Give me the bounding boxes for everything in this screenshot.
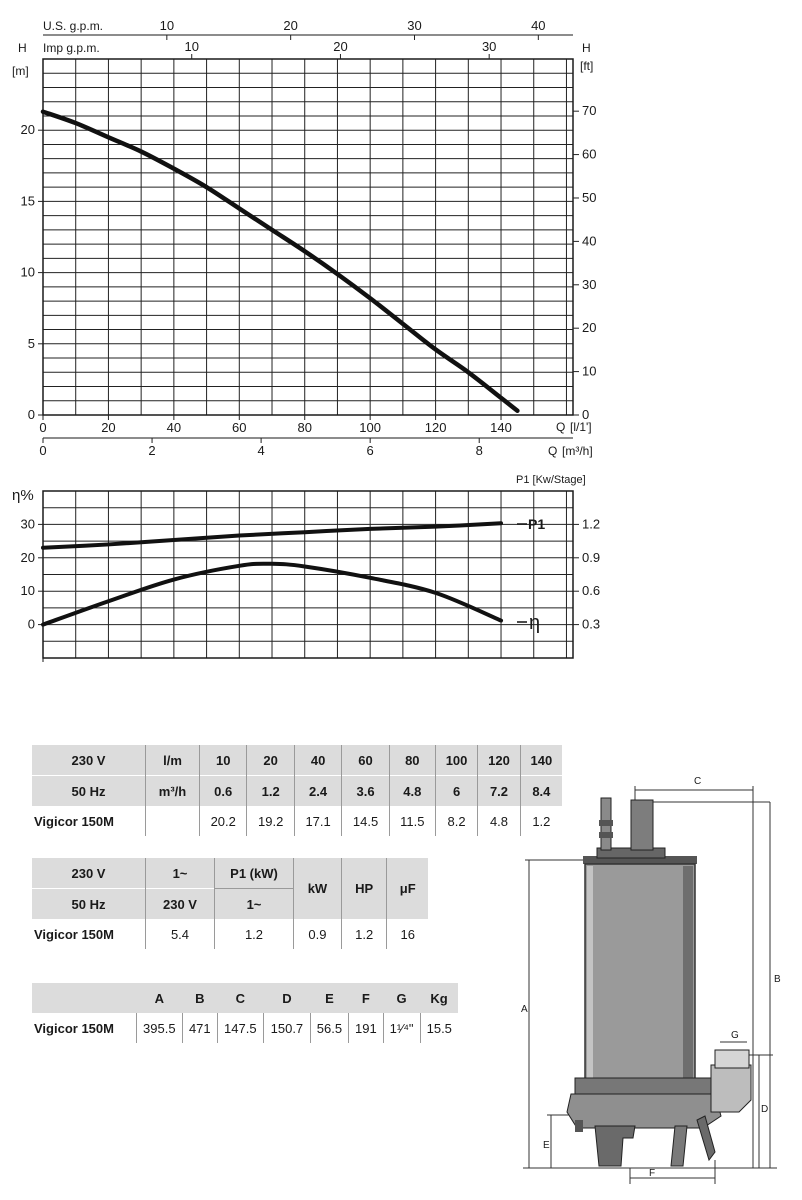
eta-tick-labels [21,516,43,631]
t1-cell [146,806,200,836]
p1-tick-labels [573,516,600,631]
y-right-tick-label: 70 [582,103,597,119]
t3-cell: 191 [349,1013,383,1043]
t2-cell: 5.4 [146,919,215,949]
t1-cell: 11.5 [389,806,435,836]
t3-cell: 150.7 [264,1013,311,1043]
t3-header: Kg [420,983,458,1013]
t1-cell: 10 [200,745,247,776]
t1-unit-m3h: m³/h [146,776,200,807]
y-right-tick-labels [573,103,596,422]
t1-cell: 8.2 [435,806,477,836]
us-gpm-tick-label: 40 [531,18,546,33]
x-tick-label: 0 [39,420,47,435]
t1-cell: 0.6 [200,776,247,807]
t3-header: D [264,983,311,1013]
q-label: Q [556,420,566,434]
flow-head-table [32,745,562,836]
q2-unit: [m³/h] [562,444,593,458]
p1-tick-label: 0.3 [582,616,601,632]
t2-model: Vigicor 150M [34,926,114,942]
h-right-unit: [ft] [580,59,594,73]
dimensions-table [32,983,458,1043]
p1-axis-title: P1 [Kw/Stage] [516,474,586,486]
t2-uf-header: μF [387,858,428,919]
x2-tick-label: 6 [366,443,374,458]
y-right-tick-label: 20 [582,320,597,336]
t2-frequency: 50 Hz [32,889,146,920]
t2-cell: 1.2 [341,919,387,949]
us-gpm-label: U.S. g.p.m. [43,19,104,33]
h-left-label: H [18,41,27,55]
x-tick-label: 80 [297,420,312,435]
q-unit: [l/1'] [570,420,592,434]
head-chart-frame [43,59,573,415]
t1-frequency: 50 Hz [32,776,146,807]
t1-cell: 4.8 [389,776,435,807]
t1-cell: 19.2 [247,806,294,836]
us-gpm-tick-label: 10 [159,18,175,33]
t3-cell: 471 [183,1013,217,1043]
t1-cell: 60 [342,745,389,776]
t2-cell: 0.9 [294,919,342,949]
t1-cell: 6 [435,776,477,807]
x-tick-label: 60 [232,420,247,435]
q2-label: Q [548,444,558,458]
t1-cell: 4.8 [478,806,520,836]
eta-tick-label: 10 [20,583,35,599]
t3-cell: 56.5 [310,1013,348,1043]
t1-model: Vigicor 150M [34,813,114,829]
imp-gpm-tick-label: 20 [333,39,348,54]
x2-tick-label: 8 [475,443,483,458]
y-left-tick-label: 5 [27,335,35,351]
p1-tick-label: 0.9 [582,549,601,565]
x-tick-label: 40 [166,420,182,435]
t2-hp-header: HP [341,858,387,919]
y-left-tick-labels [21,122,43,422]
dim-label-f: F [649,1168,656,1179]
t2-p1-header: P1 (kW) [215,858,294,889]
y-right-tick-label: 30 [582,276,597,292]
t1-cell: 1.2 [247,776,294,807]
y-left-tick-label: 0 [27,407,35,422]
dim-label-d: D [761,1104,769,1115]
t1-cell: 100 [435,745,477,776]
t1-cell: 140 [520,745,562,776]
us-gpm-tick-label: 30 [407,18,422,33]
x-tick-labels [39,415,511,435]
t3-model: Vigicor 150M [34,1020,114,1036]
t3-cell: 147.5 [217,1013,264,1043]
t2-p1-phase: 1~ [215,889,294,920]
t2-cell: 1.2 [215,919,294,949]
t1-voltage: 230 V [32,745,146,776]
t3-header: C [217,983,264,1013]
pump-body [567,798,751,1166]
eta-tick-label: 20 [20,549,35,565]
y-right-tick-label: 10 [582,363,597,379]
t1-cell: 1.2 [520,806,562,836]
head-curve-chart [0,0,802,470]
x-tick-label: 140 [490,420,512,435]
x2-tick-labels [39,438,482,458]
dim-label-g: G [731,1030,739,1041]
top-axis-ticks [160,18,546,59]
t3-cell: 15.5 [420,1013,458,1043]
x2-tick-label: 4 [257,443,265,458]
x2-tick-label: 2 [148,443,156,458]
y-left-tick-label: 15 [20,193,35,209]
t2-cell: 16 [387,919,428,949]
t3-header: G [383,983,420,1013]
eta-axis-title: η% [12,487,34,504]
x2-tick-label: 0 [39,443,47,458]
y-left-tick-label: 10 [20,264,35,280]
x-tick-label: 100 [359,420,382,435]
imp-gpm-tick-label: 10 [184,39,199,54]
p1-series-label: P1 [528,516,546,532]
t3-header: B [183,983,217,1013]
y-left-tick-label: 20 [20,122,35,138]
t3-corner [32,983,136,1013]
y-right-tick-label: 0 [582,407,590,422]
x-tick-label: 120 [424,420,447,435]
t1-cell: 20.2 [200,806,247,836]
y-right-tick-label: 50 [582,189,597,205]
dim-label-b: B [774,974,781,985]
imp-gpm-label: Imp g.p.m. [43,41,100,55]
t2-kw-header: kW [294,858,342,919]
pump-dimension-drawing [515,760,800,1190]
t1-cell: 8.4 [520,776,562,807]
t1-cell: 2.4 [294,776,341,807]
dim-label-c: C [694,776,702,787]
h-left-unit: [m] [12,64,29,78]
t1-cell: 40 [294,745,341,776]
t1-cell: 120 [478,745,520,776]
t2-phase: 1~ [146,858,215,889]
t1-cell: 80 [389,745,435,776]
efficiency-power-chart [0,466,802,666]
y-right-tick-label: 40 [582,233,597,249]
t1-cell: 7.2 [478,776,520,807]
x-tick-label: 20 [101,420,116,435]
electrical-table [32,858,428,949]
t1-unit-lm: l/m [146,745,200,776]
eta-tick-label: 0 [27,616,35,632]
dim-label-e: E [543,1140,550,1151]
head-curve-line [43,112,517,411]
t1-cell: 20 [247,745,294,776]
p1-tick-label: 0.6 [582,583,601,599]
t1-cell: 17.1 [294,806,341,836]
eta-tick-label: 30 [20,516,35,532]
dim-label-a: A [521,1004,528,1015]
y-right-tick-label: 60 [582,146,597,162]
t3-header: F [349,983,383,1013]
t3-cell: 395.5 [136,1013,183,1043]
eff-chart-grid [43,491,573,658]
us-gpm-tick-label: 20 [283,18,298,33]
p1-tick-label: 1.2 [582,516,601,532]
eta-series-label: η [529,612,541,634]
t1-cell: 14.5 [342,806,389,836]
t3-header: A [136,983,183,1013]
t3-header: E [310,983,348,1013]
t1-cell: 3.6 [342,776,389,807]
h-right-label: H [582,41,591,55]
imp-gpm-tick-label: 30 [481,39,497,54]
t2-voltage: 230 V [32,858,146,889]
t3-cell: 1¹⁄⁴" [383,1013,420,1043]
t2-voltage-230: 230 V [146,889,215,920]
head-chart-grid [43,59,573,415]
